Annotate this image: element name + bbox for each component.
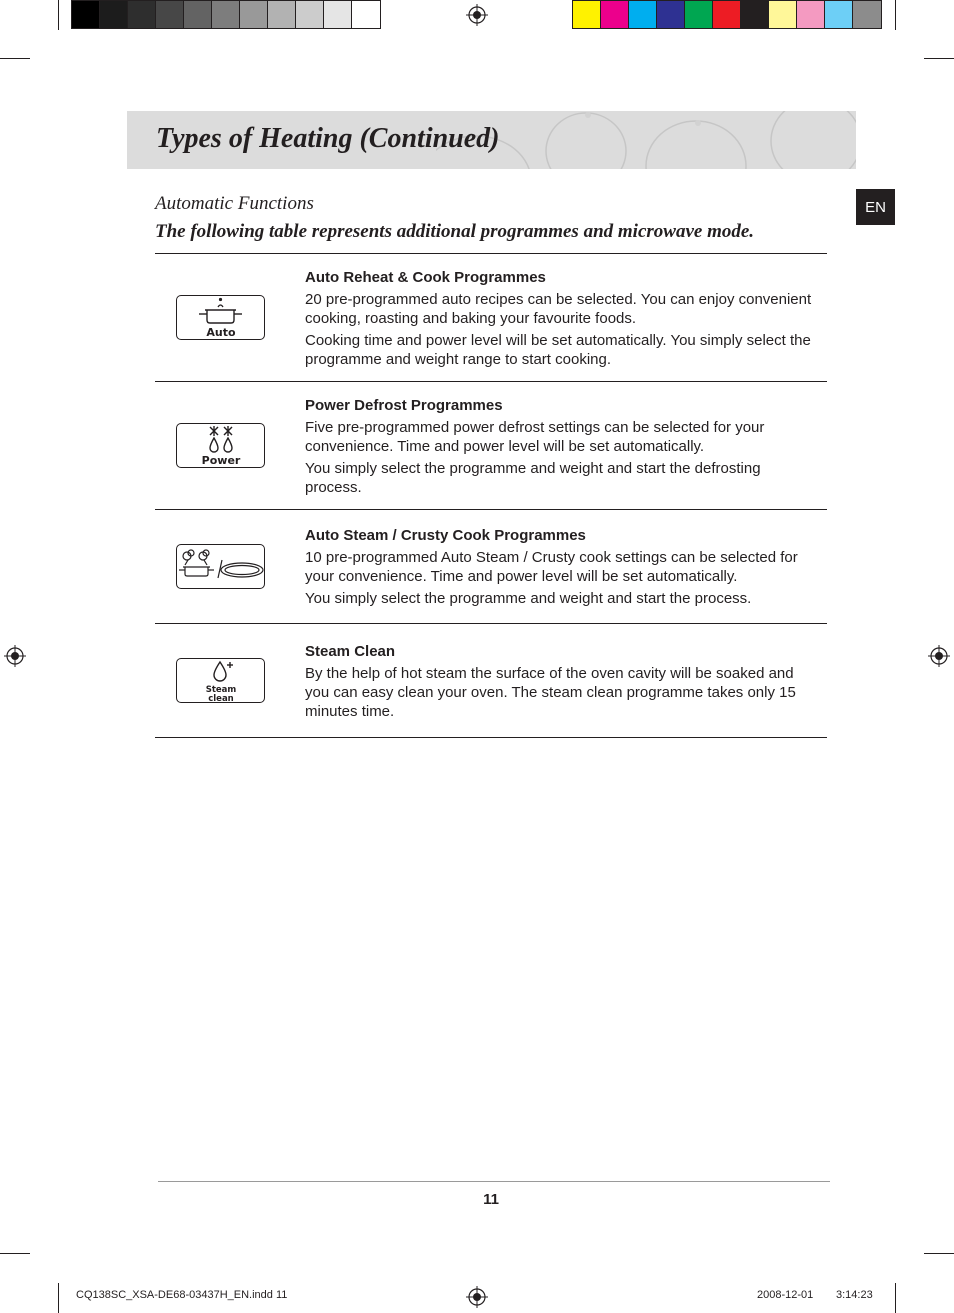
crop-mark: [895, 1283, 896, 1313]
auto-caption: Auto: [206, 326, 236, 339]
swatch: [573, 1, 601, 28]
swatch: [268, 1, 296, 28]
slug-time: 3:14:23: [836, 1289, 873, 1301]
table-row: [305, 526, 817, 611]
table-rule: [155, 381, 827, 382]
table-rule: [155, 623, 827, 624]
row-paragraph: Cooking time and power level will be set automatically. You simply select the programme and weight range to start cooking.: [305, 332, 811, 368]
swatch: [601, 1, 629, 28]
power-defrost-button-icon: [176, 423, 265, 468]
table-row: [305, 396, 817, 500]
steam-caption: Steam: [205, 685, 237, 695]
swatch: [72, 1, 100, 28]
table-rule: [155, 737, 827, 738]
crop-mark: [924, 58, 954, 59]
swatch: [685, 1, 713, 28]
table-rule: [155, 253, 827, 254]
row-paragraph: 20 pre-programmed auto recipes can be selected. You can enjoy convenient cooking, roasting and baking your favourite foods.: [305, 291, 812, 327]
row-title: Auto Steam / Crusty Cook Programmes: [305, 527, 586, 544]
auto-button-icon: [176, 295, 265, 340]
swatch: [769, 1, 797, 28]
swatch: [825, 1, 853, 28]
row-paragraph: By the help of hot steam the surface of the oven cavity will be soaked and you can easy clean your oven. The steam clean programme takes only 15 minutes time.: [305, 665, 796, 720]
swatch: [100, 1, 128, 28]
row-paragraph: You simply select the programme and weight and start the process.: [305, 590, 752, 607]
registration-mark-icon: [466, 1286, 488, 1308]
row-paragraph: Five pre-programmed power defrost settings can be selected for your convenience. Time and power level will be set automatically.: [305, 419, 765, 455]
steam-crusty-button-icon: [176, 544, 265, 589]
row-title: Auto Reheat & Cook Programmes: [305, 269, 546, 286]
swatch: [797, 1, 825, 28]
section-intro: The following table represents additional programmes and microwave mode.: [155, 221, 755, 242]
row-title: Steam Clean: [305, 643, 396, 660]
crop-mark: [58, 0, 59, 30]
page-title: Types of Heating (Continued): [156, 123, 500, 154]
swatch: [741, 1, 769, 28]
footer-rule: [158, 1181, 830, 1182]
power-caption: Power: [201, 454, 241, 467]
process-color-bar: [572, 0, 882, 29]
page-number: 11: [483, 1191, 499, 1208]
steam-clean-button-icon: [176, 658, 265, 703]
swatch: [853, 1, 881, 28]
swatch: [324, 1, 352, 28]
language-tab: EN: [856, 189, 895, 225]
header-banner: [127, 111, 856, 169]
swatch: [352, 1, 380, 28]
slug-date: 2008-12-01: [757, 1289, 814, 1301]
table-row: [305, 268, 817, 372]
row-paragraph: 10 pre-programmed Auto Steam / Crusty cook settings can be selected for your convenience. Time and power level will be set automatically.: [305, 549, 798, 585]
registration-mark-icon: [466, 4, 488, 26]
crop-mark: [58, 1283, 59, 1313]
crop-mark: [0, 1253, 30, 1254]
crop-mark: [924, 1253, 954, 1254]
registration-mark-icon: [4, 645, 26, 667]
swatch: [240, 1, 268, 28]
crop-mark: [895, 0, 896, 30]
clean-caption: clean: [208, 694, 234, 704]
row-paragraph: You simply select the programme and weight and start the defrosting process.: [305, 460, 761, 496]
swatch: [657, 1, 685, 28]
swatch: [184, 1, 212, 28]
crop-mark: [0, 58, 30, 59]
swatch: [713, 1, 741, 28]
grayscale-color-bar: [71, 0, 381, 29]
swatch: [296, 1, 324, 28]
section-heading: Automatic Functions: [155, 193, 314, 214]
table-rule: [155, 509, 827, 510]
swatch: [156, 1, 184, 28]
row-title: Power Defrost Programmes: [305, 397, 503, 414]
swatch: [128, 1, 156, 28]
registration-mark-icon: [928, 645, 950, 667]
swatch: [629, 1, 657, 28]
file-slug: CQ138SC_XSA-DE68-03437H_EN.indd 11: [76, 1289, 288, 1301]
table-row: [305, 642, 817, 724]
swatch: [212, 1, 240, 28]
